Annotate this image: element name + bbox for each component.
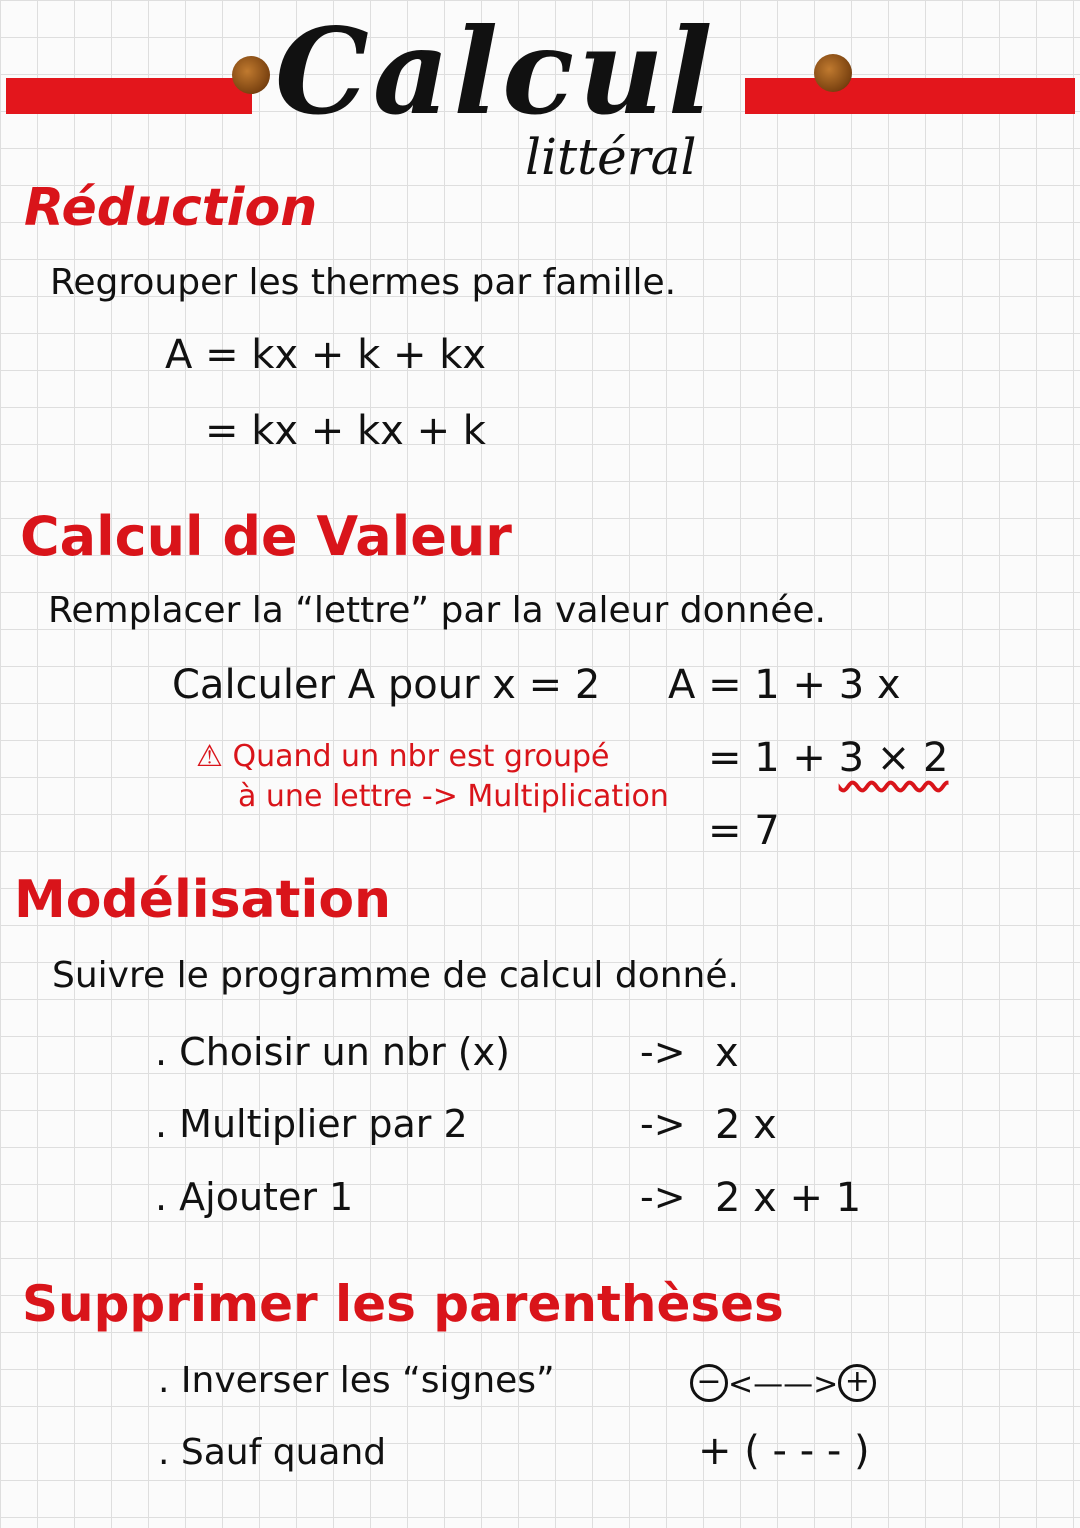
modelisation-step-3-label: . Ajouter 1 (155, 1175, 354, 1219)
valeur-description: Remplacer la “lettre” par la valeur donnée. (48, 590, 826, 631)
warning-icon: ⚠ (196, 739, 223, 774)
parentheses-exception: + ( - - - ) (698, 1428, 870, 1474)
modelisation-step-3-result: 2 x + 1 (715, 1175, 862, 1221)
title-ribbon-right (745, 78, 1075, 114)
modelisation-description: Suivre le programme de calcul donné. (52, 955, 739, 996)
valeur-formula: A = 1 + 3 x (668, 662, 901, 708)
modelisation-step-1-arrow: -> (640, 1030, 686, 1074)
page-title: Calcul (275, 2, 717, 141)
valeur-step-highlight: 3 × 2 (838, 735, 949, 781)
reduction-line-2: = kx + kx + k (205, 408, 486, 454)
valeur-warning-line-2: à une lettre -> Multiplication (238, 779, 669, 814)
valeur-step (708, 735, 948, 781)
modelisation-step-2-label: . Multiplier par 2 (155, 1102, 468, 1146)
valeur-result: = 7 (708, 808, 780, 854)
parentheses-rule-1: . Inverser les “signes” (158, 1360, 555, 1401)
modelisation-step-1-result: x (715, 1030, 739, 1076)
plus-circled-icon: + (838, 1364, 876, 1402)
reduction-description: Regrouper les thermes par famille. (50, 262, 677, 303)
bead-right-icon (814, 54, 852, 92)
modelisation-step-2-arrow: -> (640, 1102, 686, 1146)
page-subtitle: littéral (525, 128, 697, 186)
bead-left-icon (232, 56, 270, 94)
swap-arrow-icon: <——> (728, 1367, 839, 1402)
section-heading-reduction: Réduction (24, 178, 318, 238)
section-heading-modelisation: Modélisation (14, 870, 392, 930)
section-heading-valeur: Calcul de Valeur (20, 505, 512, 568)
title-ribbon-left (6, 78, 252, 114)
warning-text-1: Quand un nbr est groupé (232, 739, 610, 774)
valeur-instruction: Calculer A pour x = 2 (172, 662, 601, 708)
section-heading-parentheses: Supprimer les parenthèses (22, 1275, 784, 1333)
modelisation-step-2-result: 2 x (715, 1102, 777, 1148)
valeur-warning-line-1 (196, 738, 610, 776)
minus-circled-icon: − (690, 1364, 728, 1402)
reduction-line-1: A = kx + k + kx (165, 332, 487, 378)
parentheses-sign-swap (690, 1358, 876, 1404)
parentheses-rule-2: . Sauf quand (158, 1432, 387, 1473)
modelisation-step-1-label: . Choisir un nbr (x) (155, 1030, 510, 1074)
modelisation-step-3-arrow: -> (640, 1175, 686, 1219)
valeur-step-prefix: = 1 + (708, 735, 839, 781)
